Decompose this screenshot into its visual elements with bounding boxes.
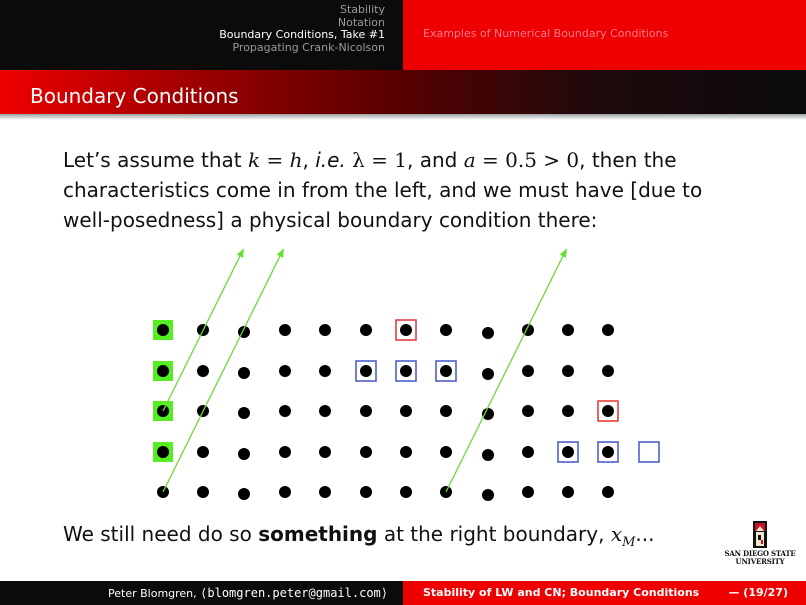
frame-title: Boundary Conditions <box>30 84 239 108</box>
grid-point <box>482 368 494 380</box>
grid-point <box>238 367 250 379</box>
nav-section-propagating-cn[interactable]: Propagating Crank-Nicolson <box>232 40 385 54</box>
grid-point <box>400 365 412 377</box>
grid-point <box>482 408 494 420</box>
grid-point <box>562 486 574 498</box>
math-h: h <box>289 148 303 172</box>
page-number: — (19/27) <box>728 586 788 599</box>
math-k: k <box>247 148 261 172</box>
grid-point <box>602 365 614 377</box>
grid-point <box>400 405 412 417</box>
grid-point <box>400 486 412 498</box>
grid-point <box>400 324 412 336</box>
grid-point <box>360 365 372 377</box>
grid-point <box>279 486 291 498</box>
logo-line2: UNIVERSITY <box>735 557 785 566</box>
math-a: a <box>463 148 476 172</box>
grid-point <box>279 324 291 336</box>
footer-author-bar <box>0 581 403 605</box>
text: , then the characteristics come in from the left, and we must have [due to well-posedness] a physical boundary condition there: <box>63 148 703 232</box>
grid-point <box>238 488 250 500</box>
characteristic-arrow-icon <box>446 250 566 492</box>
grid-point <box>319 324 331 336</box>
grid-point <box>197 365 209 377</box>
grid-point <box>279 405 291 417</box>
grid-point <box>400 446 412 458</box>
logo-wordmark <box>722 550 798 566</box>
text-ie: i.e. <box>315 148 346 172</box>
grid-point <box>157 446 169 458</box>
grid-point <box>562 365 574 377</box>
grid-point <box>279 446 291 458</box>
emphasis-something: something <box>258 522 378 546</box>
grid-point <box>602 324 614 336</box>
grid-point <box>279 365 291 377</box>
grid-point <box>197 446 209 458</box>
author-name: Peter Blomgren, <box>108 587 201 600</box>
grid-point <box>602 446 614 458</box>
ellipsis: ... <box>635 522 655 546</box>
grid-point <box>360 405 372 417</box>
math-x: x <box>610 522 623 546</box>
green-box-layer <box>153 320 173 462</box>
grid-point <box>522 486 534 498</box>
footer-title-bar <box>403 581 806 605</box>
text: We still need do so <box>63 522 259 546</box>
text: Let’s assume that <box>63 148 248 172</box>
grid-point <box>562 324 574 336</box>
footer-author <box>108 586 388 600</box>
grid-point <box>238 448 250 460</box>
text: , <box>302 148 316 172</box>
boxes-layer <box>356 320 659 462</box>
grid-point <box>482 327 494 339</box>
grid-point <box>602 405 614 417</box>
nav-section-boundary-conditions[interactable]: Boundary Conditions, Take #1 <box>219 28 385 41</box>
author-email[interactable]: ⟨blomgren.peter@gmail.com⟩ <box>200 586 388 600</box>
footer-short-title: Stability of LW and CN; Boundary Conditions <box>423 586 700 599</box>
grid-point <box>440 365 452 377</box>
characteristic-arrow-icon <box>163 250 283 492</box>
grid-point <box>440 405 452 417</box>
math-lambda: λ = 1 <box>345 148 407 172</box>
grid-point <box>482 449 494 461</box>
grid-point <box>562 446 574 458</box>
sdsu-emblem-icon <box>722 520 798 550</box>
grid-point <box>602 486 614 498</box>
grid-point <box>319 446 331 458</box>
nav-section-notation[interactable]: Notation <box>337 15 385 29</box>
nav-section-stability[interactable]: Stability <box>339 3 385 16</box>
grid-point <box>319 365 331 377</box>
grid-point <box>522 405 534 417</box>
math-subscript-m: M <box>622 535 636 550</box>
text: at the right boundary, <box>377 522 611 546</box>
math-inequality: = 0.5 > 0 <box>475 148 580 172</box>
grid-point <box>482 489 494 501</box>
math-eq: = <box>260 148 290 172</box>
grid-point <box>522 446 534 458</box>
logo-line1: SAN DIEGO STATE <box>724 549 796 558</box>
grid-point <box>440 446 452 458</box>
grid-point <box>440 324 452 336</box>
grid-point <box>157 324 169 336</box>
grid-point <box>522 365 534 377</box>
text: , and <box>407 148 464 172</box>
grid-point <box>319 405 331 417</box>
stencil-point-box <box>639 442 659 462</box>
grid-point <box>360 446 372 458</box>
grid-point <box>319 486 331 498</box>
grid-point <box>157 365 169 377</box>
grid-point <box>197 486 209 498</box>
grid-dots <box>157 324 614 501</box>
grid-point <box>562 405 574 417</box>
grid-point <box>238 407 250 419</box>
sdsu-logo <box>722 520 798 566</box>
grid-point <box>360 324 372 336</box>
grid-point <box>360 486 372 498</box>
conclusion-text <box>63 522 655 550</box>
characteristic-arrow-icon <box>163 250 243 411</box>
nav-subsection-examples[interactable]: Examples of Numerical Boundary Conditions <box>423 27 669 40</box>
